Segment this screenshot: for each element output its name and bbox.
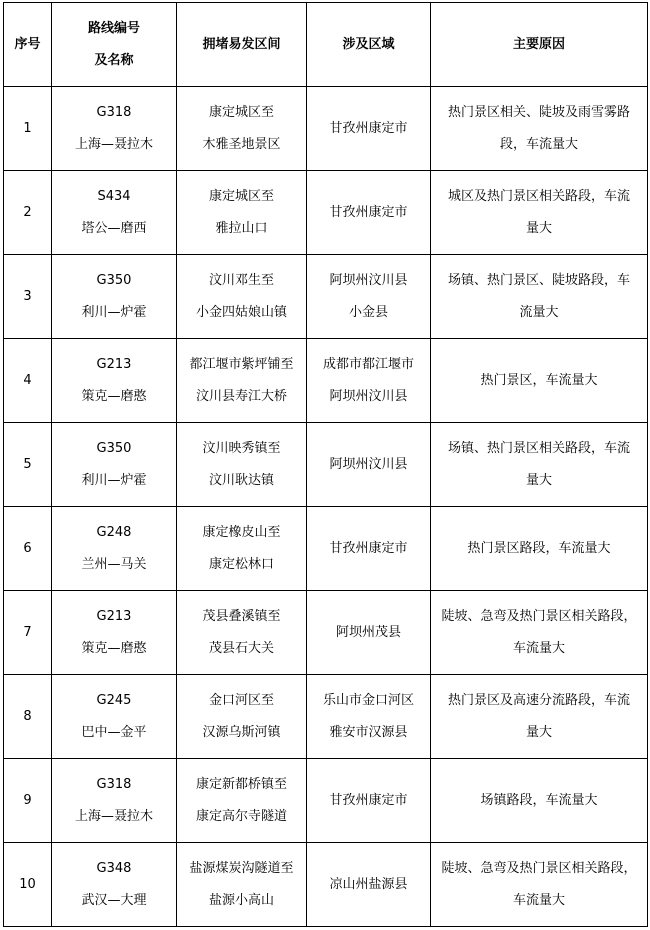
section-start: 盐源煤炭沟隧道至 bbox=[189, 860, 294, 876]
header-area: 涉及区域 bbox=[307, 3, 431, 87]
cell-area bbox=[307, 339, 431, 423]
cell-cause bbox=[431, 507, 648, 591]
section-end: 康定高尔寺隧道 bbox=[195, 808, 287, 824]
route-name: 利川—炉霍 bbox=[81, 304, 147, 320]
table-row bbox=[4, 339, 648, 423]
route-name: 巴中—金平 bbox=[81, 724, 147, 740]
area-line1: 甘孜州康定市 bbox=[329, 120, 408, 136]
cell-section bbox=[177, 507, 307, 591]
section-start: 都江堰市紫坪铺至 bbox=[189, 356, 294, 372]
cause-line1: 城区及热门景区相关路段，车流 bbox=[447, 188, 630, 204]
section-end: 盐源小高山 bbox=[208, 892, 274, 908]
table-row bbox=[4, 87, 648, 171]
cell-route bbox=[52, 675, 177, 759]
cell-seq: 3 bbox=[4, 255, 52, 339]
section-start: 康定城区至 bbox=[208, 104, 274, 120]
route-name: 兰州—马关 bbox=[81, 556, 147, 572]
cause-line2: 车流量大 bbox=[512, 892, 565, 908]
cell-area bbox=[307, 87, 431, 171]
section-end: 雅拉山口 bbox=[215, 220, 268, 236]
cell-seq: 1 bbox=[4, 87, 52, 171]
cell-section bbox=[177, 87, 307, 171]
route-code: G248 bbox=[96, 524, 132, 540]
cell-cause bbox=[431, 255, 648, 339]
area-line2: 阿坝州汶川县 bbox=[329, 388, 408, 404]
cell-route bbox=[52, 591, 177, 675]
table-row bbox=[4, 423, 648, 507]
section-start: 汶川映秀镇至 bbox=[202, 440, 281, 456]
table-header-row bbox=[4, 3, 648, 87]
cell-cause bbox=[431, 591, 648, 675]
cause-line2: 量大 bbox=[525, 724, 552, 740]
route-name: 武汉—大理 bbox=[81, 892, 147, 908]
cell-section bbox=[177, 591, 307, 675]
cell-cause bbox=[431, 675, 648, 759]
cell-section bbox=[177, 759, 307, 843]
cause-line2: 段，车流量大 bbox=[499, 136, 578, 152]
route-name: 策克—磨憨 bbox=[81, 388, 147, 404]
route-code: G213 bbox=[96, 608, 132, 624]
cause-line1: 场镇路段，车流量大 bbox=[480, 792, 598, 808]
route-code: G245 bbox=[96, 692, 132, 708]
table-row bbox=[4, 675, 648, 759]
cell-section bbox=[177, 843, 307, 927]
cause-line2: 量大 bbox=[525, 472, 552, 488]
cell-area bbox=[307, 591, 431, 675]
route-code: G348 bbox=[96, 860, 132, 876]
cause-line1: 热门景区，车流量大 bbox=[480, 372, 598, 388]
section-start: 茂县叠溪镇至 bbox=[202, 608, 281, 624]
section-end: 汉源乌斯河镇 bbox=[202, 724, 281, 740]
section-start: 汶川邓生至 bbox=[208, 272, 274, 288]
route-code: G318 bbox=[96, 104, 132, 120]
cell-route bbox=[52, 423, 177, 507]
area-line1: 甘孜州康定市 bbox=[329, 204, 408, 220]
cell-area bbox=[307, 759, 431, 843]
cell-cause bbox=[431, 759, 648, 843]
cell-route bbox=[52, 171, 177, 255]
cell-route bbox=[52, 255, 177, 339]
header-cause: 主要原因 bbox=[431, 3, 648, 87]
cell-seq: 6 bbox=[4, 507, 52, 591]
route-name: 塔公—磨西 bbox=[81, 220, 147, 236]
header-route-line1: 路线编号 bbox=[87, 20, 140, 36]
cell-area bbox=[307, 423, 431, 507]
area-line1: 凉山州盐源县 bbox=[329, 876, 408, 892]
section-end: 汶川县寿江大桥 bbox=[195, 388, 287, 404]
table-row bbox=[4, 171, 648, 255]
cell-route bbox=[52, 339, 177, 423]
header-section: 拥堵易发区间 bbox=[177, 3, 307, 87]
route-code: S434 bbox=[97, 188, 131, 204]
section-end: 木雅圣地景区 bbox=[202, 136, 281, 152]
route-name: 上海—聂拉木 bbox=[74, 136, 153, 152]
header-seq: 序号 bbox=[4, 3, 52, 87]
area-line1: 阿坝州汶川县 bbox=[329, 456, 408, 472]
section-start: 康定新都桥镇至 bbox=[195, 776, 287, 792]
cause-line2: 量大 bbox=[525, 220, 552, 236]
cell-route bbox=[52, 843, 177, 927]
cell-seq: 9 bbox=[4, 759, 52, 843]
cell-cause bbox=[431, 423, 648, 507]
route-code: G350 bbox=[96, 272, 132, 288]
section-start: 金口河区至 bbox=[208, 692, 274, 708]
header-route-line2: 及名称 bbox=[94, 52, 134, 68]
cause-line1: 场镇、热门景区相关路段，车流 bbox=[447, 440, 630, 456]
cell-route bbox=[52, 507, 177, 591]
cell-area bbox=[307, 675, 431, 759]
cell-area bbox=[307, 507, 431, 591]
table-row bbox=[4, 507, 648, 591]
cell-seq: 5 bbox=[4, 423, 52, 507]
table-row bbox=[4, 759, 648, 843]
table-row bbox=[4, 591, 648, 675]
area-line2: 雅安市汉源县 bbox=[329, 724, 408, 740]
section-end: 小金四姑娘山镇 bbox=[195, 304, 287, 320]
cause-line1: 场镇、热门景区、陡坡路段，车 bbox=[447, 272, 630, 288]
cause-line2: 车流量大 bbox=[512, 640, 565, 656]
cause-line1: 热门景区相关、陡坡及雨雪雾路 bbox=[447, 104, 630, 120]
cause-line1: 热门景区路段，车流量大 bbox=[467, 540, 611, 556]
cell-area bbox=[307, 171, 431, 255]
cause-line1: 陡坡、急弯及热门景区相关路段， bbox=[441, 860, 637, 876]
cell-section bbox=[177, 171, 307, 255]
area-line2: 小金县 bbox=[348, 304, 388, 320]
route-name: 策克—磨憨 bbox=[81, 640, 147, 656]
area-line1: 成都市都江堰市 bbox=[322, 356, 414, 372]
section-end: 茂县石大关 bbox=[208, 640, 274, 656]
route-code: G213 bbox=[96, 356, 132, 372]
cell-seq: 10 bbox=[4, 843, 52, 927]
area-line1: 乐山市金口河区 bbox=[322, 692, 414, 708]
cell-seq: 8 bbox=[4, 675, 52, 759]
area-line1: 甘孜州康定市 bbox=[329, 792, 408, 808]
table-row bbox=[4, 843, 648, 927]
cell-cause bbox=[431, 339, 648, 423]
route-code: G318 bbox=[96, 776, 132, 792]
area-line1: 甘孜州康定市 bbox=[329, 540, 408, 556]
section-start: 康定城区至 bbox=[208, 188, 274, 204]
cell-section bbox=[177, 255, 307, 339]
table-row bbox=[4, 255, 648, 339]
cell-seq: 4 bbox=[4, 339, 52, 423]
section-end: 康定松林口 bbox=[208, 556, 274, 572]
cell-section bbox=[177, 339, 307, 423]
cell-cause bbox=[431, 843, 648, 927]
area-line1: 阿坝州茂县 bbox=[335, 624, 401, 640]
cell-route bbox=[52, 87, 177, 171]
route-code: G350 bbox=[96, 440, 132, 456]
cause-line1: 热门景区及高速分流路段，车流 bbox=[447, 692, 630, 708]
header-route bbox=[52, 3, 177, 87]
section-start: 康定橡皮山至 bbox=[202, 524, 281, 540]
cell-section bbox=[177, 423, 307, 507]
route-name: 利川—炉霍 bbox=[81, 472, 147, 488]
cell-area bbox=[307, 843, 431, 927]
cell-seq: 7 bbox=[4, 591, 52, 675]
congestion-table bbox=[3, 2, 648, 927]
cell-area bbox=[307, 255, 431, 339]
table-body bbox=[4, 87, 648, 927]
cause-line1: 陡坡、急弯及热门景区相关路段， bbox=[441, 608, 637, 624]
cell-seq: 2 bbox=[4, 171, 52, 255]
section-end: 汶川耿达镇 bbox=[208, 472, 274, 488]
route-name: 上海—聂拉木 bbox=[74, 808, 153, 824]
cell-section bbox=[177, 675, 307, 759]
cell-cause bbox=[431, 171, 648, 255]
cause-line2: 流量大 bbox=[519, 304, 559, 320]
area-line1: 阿坝州汶川县 bbox=[329, 272, 408, 288]
cell-cause bbox=[431, 87, 648, 171]
cell-route bbox=[52, 759, 177, 843]
